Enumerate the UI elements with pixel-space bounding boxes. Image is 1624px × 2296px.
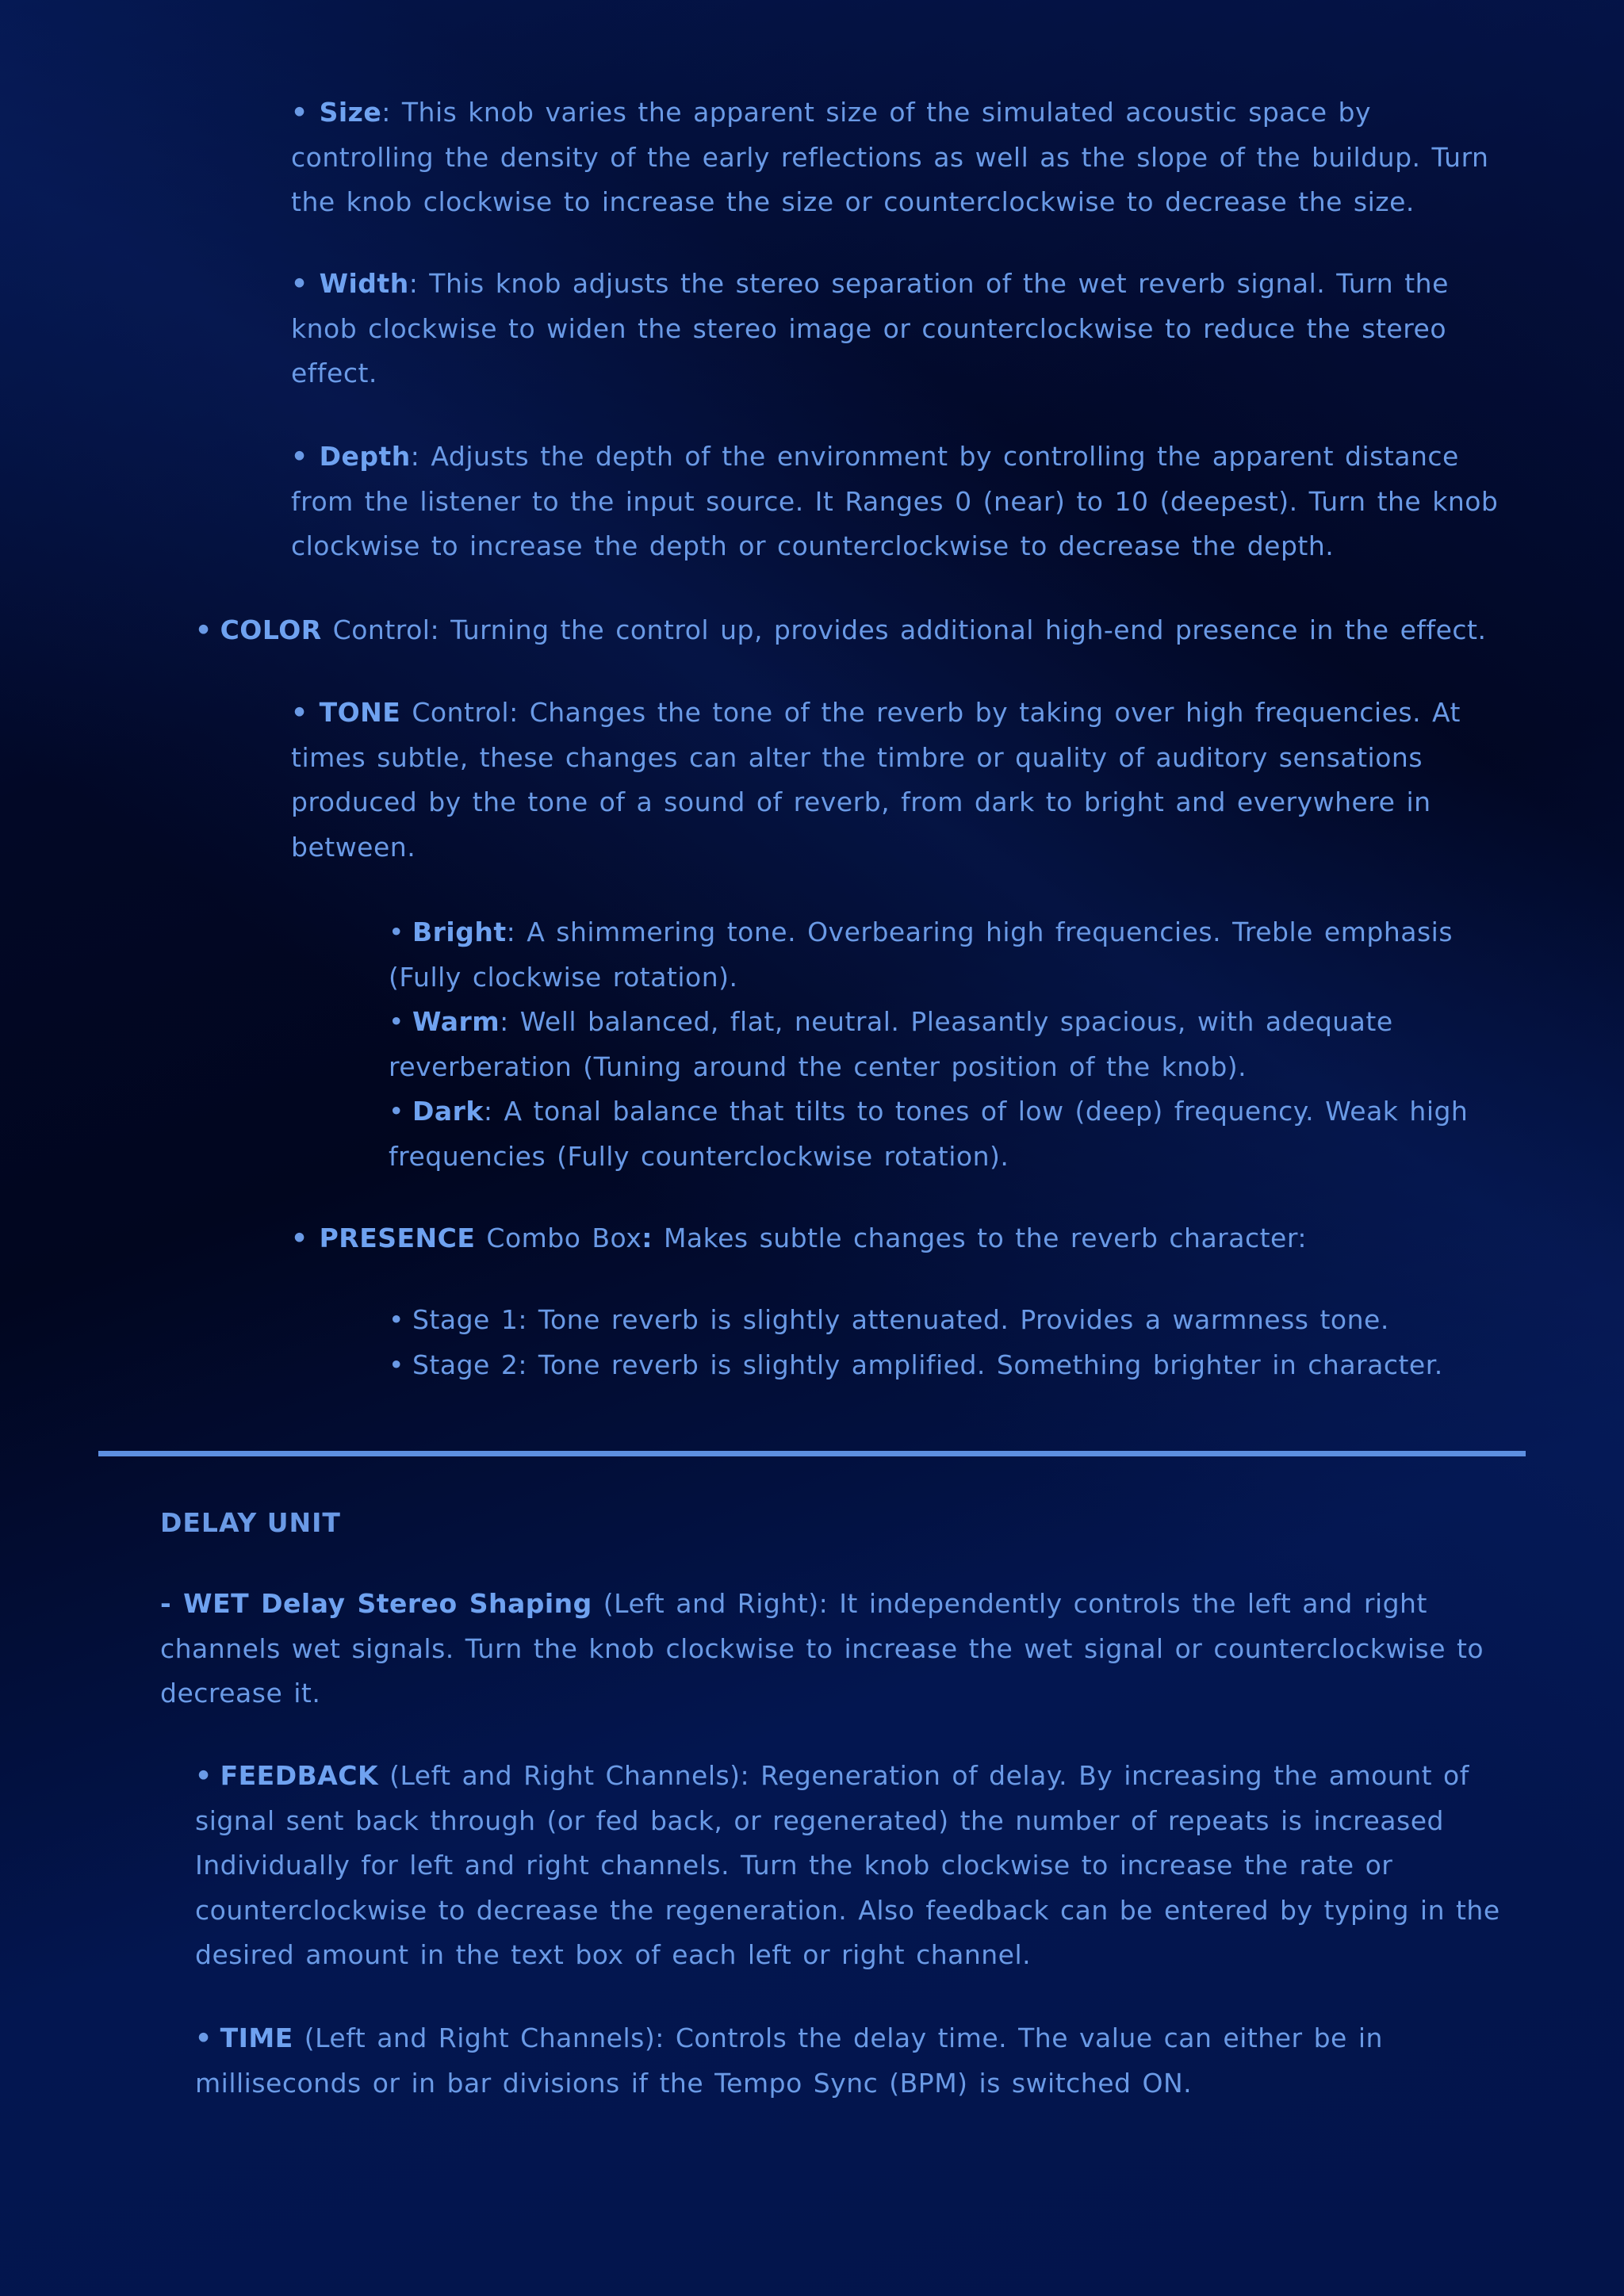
bullet-icon: • <box>291 268 308 299</box>
presence-mid: Combo Box <box>475 1223 642 1253</box>
tone-title: TONE <box>319 697 401 728</box>
bullet-icon: • <box>195 614 213 645</box>
bullet-icon: • <box>389 1006 404 1037</box>
bullet-icon: • <box>291 697 308 728</box>
presence-text: Makes subtle changes to the reverb character: <box>652 1223 1307 1253</box>
feedback-text: (Left and Right Channels): Regeneration of delay. By increasing the amount of signal sent back through (or fed back, or regenerated) the number of repeats is increased Individually for left and right channels. Turn the knob clockwise to increase the rate or counterclockwise to decrease the regeneration. Also feedback can be entered by typing in the desired amount in the text box of each left or right channel. <box>195 1760 1500 1970</box>
bullet-icon: • <box>291 97 308 128</box>
time-text: (Left and Right Channels): Controls the delay time. The value can either be in milliseconds or in bar divisions if the Tempo Sync (BPM) is switched ON. <box>195 2022 1383 2099</box>
time-description <box>195 2016 1408 2106</box>
tone-option-bright <box>389 910 1499 1000</box>
tone-description <box>291 691 1504 870</box>
wet-delay-title: - WET Delay Stereo Shaping <box>160 1588 592 1619</box>
feedback-description <box>195 1754 1503 1978</box>
tone-text: Control: Changes the tone of the reverb by taking over high frequencies. At times subtle, these changes can alter the timbre or quality of auditory sensations produced by the tone of a sound of reverb, from dark to bright and everywhere in between. <box>291 697 1461 863</box>
bullet-icon: • <box>195 1760 213 1791</box>
feedback-title: FEEDBACK <box>220 1760 379 1791</box>
tone-option-title: Dark <box>412 1096 484 1127</box>
tone-option-warm <box>389 1000 1499 1089</box>
presence-stage-text: Stage 1: Tone reverb is slightly attenuated. Provides a warmness tone. <box>412 1304 1389 1335</box>
bullet-icon: • <box>291 441 308 472</box>
section-divider <box>98 1451 1526 1456</box>
presence-stage-2 <box>389 1343 1562 1388</box>
tone-option-text: : Well balanced, flat, neutral. Pleasantly spacious, with adequate reverberation (Tuning around the center position of the knob). <box>389 1006 1393 1082</box>
wet-delay-text: (Left and Right): It independently controls the left and right channels wet signals. Turn the knob clockwise to increase the wet signal or counterclockwise to decrease it. <box>160 1588 1484 1709</box>
depth-title: Depth <box>319 441 411 472</box>
tone-option-title: Bright <box>412 916 507 947</box>
depth-description <box>291 434 1516 569</box>
tone-option-text: : A shimmering tone. Overbearing high frequencies. Treble emphasis (Fully clockwise rotation). <box>389 916 1454 993</box>
tone-option-text: : A tonal balance that tilts to tones of low (deep) frequency. Weak high frequencies (Fully counterclockwise rotation). <box>389 1096 1469 1172</box>
presence-stage-text: Stage 2: Tone reverb is slightly amplified. Something brighter in character. <box>412 1349 1443 1380</box>
size-description <box>291 90 1496 225</box>
bullet-icon: • <box>291 1223 308 1253</box>
bullet-icon: • <box>195 2022 213 2053</box>
bullet-icon: • <box>389 1096 404 1127</box>
color-description <box>195 608 1591 653</box>
presence-stages-list <box>389 1298 1562 1387</box>
width-title: Width <box>319 268 409 299</box>
size-text: : This knob varies the apparent size of the simulated acoustic space by controlling the density of the early reflections as well as the slope of the buildup. Turn the knob clockwise to increase the size or counterclockwise to decrease the size. <box>291 97 1489 217</box>
tone-option-title: Warm <box>412 1006 500 1037</box>
depth-text: : Adjusts the depth of the environment by controlling the apparent distance from the listener to the input source. It Ranges 0 (near) to 10 (deepest). Turn the knob clockwise to increase the depth or counterclockwise to decrease the depth. <box>291 441 1499 561</box>
presence-title: PRESENCE <box>319 1223 476 1253</box>
tone-option-dark <box>389 1089 1499 1179</box>
size-title: Size <box>319 97 382 128</box>
bullet-icon: • <box>389 1304 404 1335</box>
width-text: : This knob adjusts the stereo separation of the wet reverb signal. Turn the knob clockwise to widen the stereo image or counterclockwise to reduce the stereo effect. <box>291 268 1449 388</box>
presence-description <box>291 1216 1512 1261</box>
time-title: TIME <box>220 2022 293 2053</box>
color-text: Control: Turning the control up, provides additional high-end presence in the effect. <box>321 614 1487 645</box>
bullet-icon: • <box>389 916 404 947</box>
bullet-icon: • <box>389 1349 404 1380</box>
color-title: COLOR <box>220 614 322 645</box>
delay-unit-heading: DELAY UNIT <box>160 1507 341 1538</box>
tone-options-list <box>389 910 1499 1179</box>
presence-colon: : <box>642 1223 653 1253</box>
wet-delay-description <box>160 1582 1492 1716</box>
presence-stage-1 <box>389 1298 1562 1343</box>
width-description <box>291 262 1496 396</box>
